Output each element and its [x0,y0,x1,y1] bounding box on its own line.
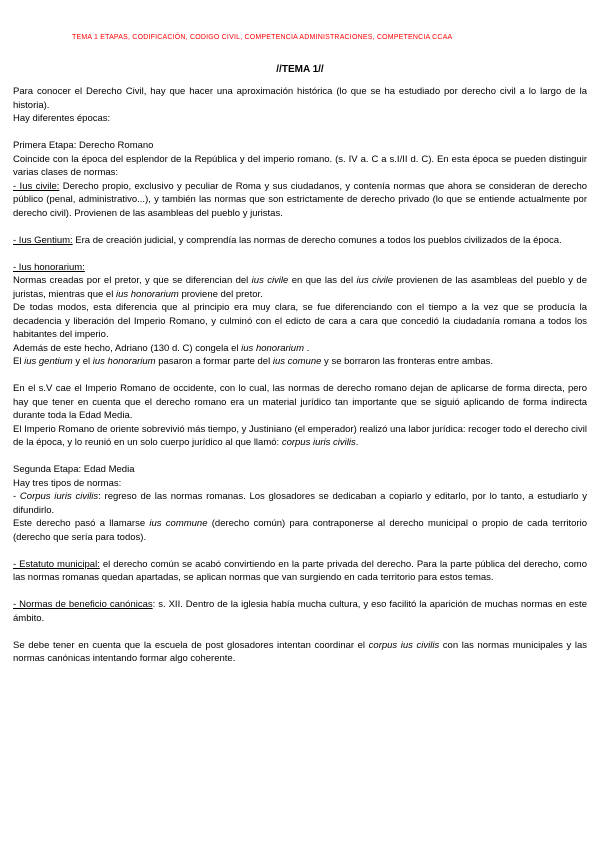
text-run: y el [72,356,93,367]
paragraph [13,355,587,369]
text-run: Este derecho pasó a llamarse [13,518,150,529]
paragraph [13,598,587,625]
text-run: De todas modos, esta diferencia que al principio era muy clara, se fue diferenciando con el tiempo a la vez que se producía la decadencia y liberación del Imperio Romano, y culminó con el edicto de cara a cara que concedió la ciudadanía romana a todos los habitantes del imperio. [13,302,587,340]
text-run: ius comune [272,356,322,367]
paragraph [13,274,587,301]
text-run: ius honorarium [241,342,304,354]
paragraph [13,558,587,585]
text-run: Además de este hecho, Adriano (130 d. C) congela el [13,342,242,354]
text-run: El [13,356,25,367]
paragraph [13,490,587,517]
text-run: . [355,437,359,448]
text-run: - Normas de beneficio canónicas [13,599,153,610]
text-run: Normas creadas por el pretor, y que se diferencian del [13,275,252,286]
document-header: TEMA 1 ETAPAS, CODIFICACIÓN, CODIGO CIVIL, COMPETENCIA ADMINISTRACIONES, COMPETENCIA CCAA [72,34,453,41]
text-run: . [304,342,310,354]
text-run: ius honorarium [115,288,179,300]
text-run: En el s.V cae el Imperio Romano de occidente, con lo cual, las normas de derecho romano dejan de aplicarse de forma directa, pero hay que tener en cuenta que el derecho romano era un material jurídico tan importante que se siguió aplicando de forma indirecta durante toda la Edad Media. [13,383,587,421]
text-run: (derecho común) para contraponerse al derecho municipal o propio de cada territorio (derecho que sería para todos). [13,518,587,543]
text-run: ius civile [356,275,394,286]
text-run: pasaron a formar parte del [155,356,273,367]
text-run: ius gentium [24,356,73,367]
paragraph [13,112,587,126]
text-run: - Ius Gentium: [13,234,73,246]
text-run: - Ius honorarium: [13,261,85,273]
text-run: proviene del pretor. [178,288,263,300]
text-run: el derecho común se acabó convirtiendo en la parte privada del derecho. Para la parte pública del derecho, como las normas romanas quedan apartadas, se aplican normas que van surgiendo en cada territorio para estos temas. [13,558,587,583]
paragraph [13,639,587,666]
paragraph [13,261,587,275]
document-body [13,85,587,666]
paragraph [13,85,587,112]
text-run: ius civile [251,275,289,286]
paragraph [13,139,587,153]
text-run: ius commune [149,518,208,529]
paragraph [13,423,587,450]
text-run: y se borraron las fronteras entre ambas. [321,356,494,367]
page-title: //TEMA 1// [276,64,324,75]
text-run: corpus ius civilis [368,639,440,651]
paragraph [13,517,587,544]
text-run: Para conocer el Derecho Civil, hay que hacer una aproximación histórica (lo que se ha estudiado por derecho civil a lo largo de la historia). [13,86,587,111]
text-run: Primera Etapa: Derecho Romano [13,140,154,151]
paragraph [13,180,587,221]
paragraph [13,477,587,491]
paragraph [13,153,587,180]
text-run: provienen de las asambleas del pueblo y de juristas, mientras que el [13,275,587,300]
text-run: en que las del [288,275,357,286]
paragraph [13,301,587,342]
text-run: Derecho propio, exclusivo y peculiar de Roma y sus ciudadanos, y contenía normas que ahora se consideran de derecho público (penal, administrativo...), y también las normas que son estrictamente de derecho privado (lo que se entiende actualmente por derecho civil). Provienen de las asambleas del pueblo y juristas. [13,180,588,219]
text-run: Se debe tener en cuenta que la escuela de post glosadores intentan coordinar el [13,639,369,651]
text-run: Hay diferentes épocas: [13,113,111,124]
paragraph [13,382,587,423]
paragraph [13,234,587,248]
text-run: Segunda Etapa: Edad Media [13,464,135,475]
text-run: - [13,491,20,502]
text-run: ius honorarium [92,356,156,367]
text-run: - Estatuto municipal: [13,558,100,570]
text-run: Hay tres tipos de normas: [13,477,122,489]
text-run: : s. XII. Dentro de la iglesia había mucha cultura, y eso facilitó la aparición de muchas normas en este ámbito. [13,599,587,624]
text-run: - Ius civile: [13,180,60,192]
text-run: Coincide con la época del esplendor de la República y del imperio romano. (s. IV a. C a s.I/II d. C). En esta época se pueden distinguir varias clases de normas: [13,153,587,178]
paragraph [13,342,587,356]
text-run: : regreso de las normas romanas. Los glosadores se dedicaban a copiarlo y editarlo, por lo tanto, a estudiarlo y difundirlo. [13,491,588,516]
text-run: Corpus iuris civilis [19,491,99,502]
text-run: Era de creación judicial, y comprendía las normas de derecho comunes a todos los pueblos civilizados de la época. [72,234,562,246]
text-run: El Imperio Romano de oriente sobrevivió más tiempo, y Justiniano (el emperador) realizó una labor jurídica: recoger todo el derecho civil de la época, y lo reunió en un solo cuerpo jurídico al que llamó: [13,423,587,448]
text-run: corpus iuris civilis [281,437,356,448]
text-run: con las normas municipales y las normas canónicas intentando formar algo coherente. [13,639,587,664]
paragraph [13,463,587,477]
